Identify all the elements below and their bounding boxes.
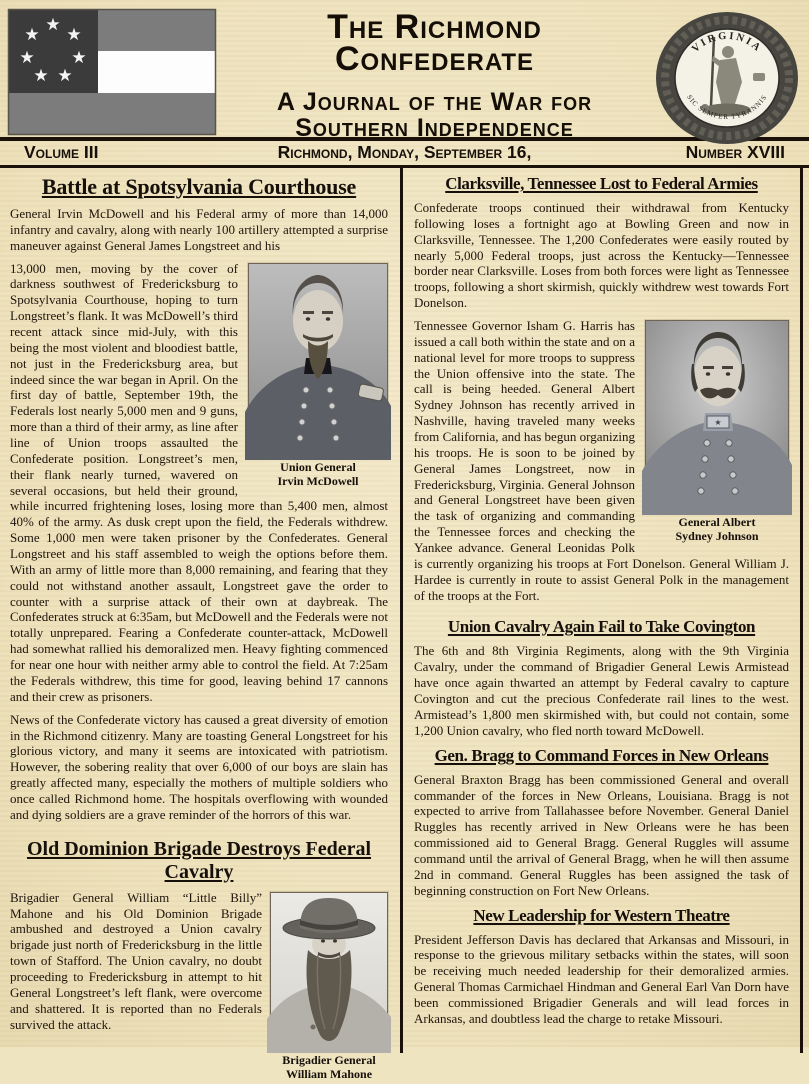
svg-text:★: ★ [71, 48, 87, 68]
title-line-1: The Richmond [327, 8, 542, 46]
virginia-seal-image [653, 9, 801, 147]
masthead [0, 0, 809, 141]
article-western-theatre [414, 906, 789, 1027]
article-paragraph: The 6th and 8th Virginia Regiments, along with the 9th Virginia Cavalry, under the command of Brigadier General Lewis Armistead have once again thwarted an attempt by Federal cavalry to capture Covington and cut the precious Confederate rail lines to the west. Armistead’s 1,800 men skirmished with, but could not contain, some 1,200 Union cavalry, who fled north toward McDowell. [414, 643, 789, 738]
left-column [0, 168, 400, 1082]
article-paragraph: 13,000 men, moving by the cover of darkness southwest of Fredericksburg to Spotsylvania Courthouse, hoping to turn Longstreet’s flank. It was McDowell’s third recent attack since mid-July, with this being the most violent and bloodiest battle, not just in the Fredericksburg area, but indeed since the war began in April. On the first day of battle, September 19th, the Federals lost nearly 5,000 men and 9 guns, more than a third of their army, as line after line of Union troops assaulted the Confederate position. Longstreet’s men, their flank nearly turned, wavered on several occasions, but held their ground, while incurred frightening loses, losing more than 5,400 men, almost 40% of the army. As dusk crept upon the field, the Federals withdrew. Some 1,000 men were taken prisoner by the Confederates. General Longstreet and his staff assembled to weigh the options before them. With an army of little more than 8,000 remaining, and fearing that they could not withstand another assault, Longstreet gave the order to counter with a surprise attack of their own at daybreak. The Confederates struck at 6:35am, but McDowell and the Federals were not totally unprepared. Fearing a Confederate counter-attack, McDowell had somewhat rallied his demoralized men. Heavy fighting commenced for near one hour with neither army able to control the field. At 7:25am the Federals withdrew, this time for good, leaving behind 17 cannons and their crew as prisoners. [10, 260, 388, 704]
issue-date-label: Richmond, Monday, September 16, [277, 142, 532, 162]
article-paragraph: General Irvin McDowell and his Federal army of more than 14,000 infantry and cavalry, along with nearly 100 artillery attempted a surprise maneuver against General James Longstreet and his [10, 206, 388, 253]
right-column [400, 168, 803, 1053]
subtitle-line-2: Southern Independence [295, 113, 574, 142]
johnson-photo-figure [645, 320, 789, 544]
headline-western-theatre: New Leadership for Western Theatre [473, 905, 730, 925]
newspaper-title [216, 8, 653, 79]
seal-top-text: VIRGINIA [690, 30, 764, 55]
newspaper-subtitle [216, 89, 653, 142]
article-paragraph: General Braxton Bragg has been commissioned General and overall commander of the forces in New Orleans, Louisiana. Bragg is not expected to arrive from Tallahassee before November. General Daniel Ruggles has recently arrived in New Orleans were he has been commissioned aid to General Bragg. General Ruggles will assume command until the arrival of General Bragg, when he will then assume 2nd in command. General Ruggles has been assigned the task of beginning construction on Fort New Orleans. [414, 771, 789, 898]
johnson-photo-caption: General Albert Sydney Johnson [675, 515, 759, 544]
headline-old-dominion: Old Dominion Brigade Destroys Federal Cavalry [26, 837, 372, 883]
article-paragraph: Tennessee Governor Isham G. Harris has issued a call both within the state and on a national level for more troops to suppress the Union offensive into the state. The call is being heeded. General Albert Sydney Johnson has recently arrived in Nashville, having traveled many weeks from California, and has begun organizing his troops. He is soon to be joined by General James Longstreet, now in Fredericksburg, Virginia. General Johnson and General Longstreet have been given the task of organizing and commanding the Tennessee forces and checking the Yankee advance. General Leonidas Polk is currently organizing his troops at Fort Donelson. General William J. Hardee is currently in route to assist General Polk in the management of the troops at the Fort. [414, 318, 789, 603]
mahone-portrait-photo [270, 892, 388, 1050]
article-covington [414, 617, 789, 738]
title-line-2: Confederate [334, 40, 535, 79]
svg-text:★: ★ [66, 25, 82, 45]
svg-text:★: ★ [19, 48, 35, 68]
masthead-title-block [216, 9, 653, 141]
confederate-flag [8, 9, 216, 140]
svg-text:★: ★ [24, 25, 40, 45]
dateline-bar [0, 141, 809, 168]
headline-clarksville: Clarksville, Tennessee Lost to Federal Armies [445, 174, 758, 193]
mcdowell-portrait-photo [248, 263, 388, 457]
headline-spotsylvania: Battle at Spotsylvania Courthouse [41, 174, 357, 199]
mcdowell-photo-figure [248, 263, 388, 489]
article-paragraph: Brigadier General William “Little Billy” Mahone and his Old Dominion Brigade ambushed and destroyed a Union cavalry brigade just north of Fredericksburg in the little town of Stafford. The Union cavalry, no doubt proceeding to Fredericksburg in attempt to hit General Longstreet’s left flank, were overcome and shattered. It is reported than no Federals survived the attack. [10, 889, 262, 1032]
article-paragraph: Confederate troops continued their withdrawal from Kentucky following loses a fortnight ago at Bowling Green and now in Clarksville, Tennessee. The 1,200 Confederates were easily routed by nearly 5,000 Federal troops, just across the Kentucky—Tennessee border near Clarksville. Loses from both forces were light as Tennessee troops, following a short skirmish, quickly withdrew west towards Fort Donelson. [414, 200, 789, 311]
svg-text:★: ★ [714, 418, 722, 428]
article-spotsylvania [10, 174, 388, 830]
johnson-portrait-photo [645, 320, 789, 512]
article-paragraph: President Jefferson Davis has declared that Arkansas and Missouri, in response to the grievous military setbacks within the states, will soon be receiving much needed leadership for their demoralized armies. General Thomas Carmichael Hindman and General Earl Van Dorn have been commissioned Brigadier Generals and will lead forces in Arkansas, and doubtless lead the charge to retake Missouri. [414, 931, 789, 1026]
subtitle-line-1: A Journal of the War for [276, 87, 593, 116]
mahone-photo-caption: Brigadier General William Mahone [282, 1052, 376, 1082]
svg-text:★: ★ [45, 15, 61, 35]
mahone-photo-figure [270, 892, 388, 1082]
svg-text:★: ★ [33, 66, 49, 86]
headline-bragg: Gen. Bragg to Command Forces in New Orleans [434, 745, 769, 765]
virginia-seal [653, 9, 801, 152]
article-bragg [414, 746, 789, 899]
svg-text:★: ★ [57, 66, 73, 86]
issue-number-label: Number XVIII [685, 142, 785, 162]
seal-motto-text: SIC SEMPER TYRANNIS [685, 93, 769, 122]
article-paragraph: News of the Confederate victory has caused a great diversity of emotion in the Richmond citizenry. Many are toasting General Longstreet for his glorious victory, and many it seems are intoxicated with patriotism. However, the sobering reality that over 6,000 of our boys are slain has greatly affected many, especially the mothers of multiple soldiers who once called Richmond home. The hospitals overflowing with wounded and dying soldiers are a grave reminder of the horrors of this war. [10, 711, 388, 822]
mcdowell-photo-caption: Union General Irvin McDowell [277, 459, 359, 488]
volume-label: Volume III [24, 142, 99, 162]
article-columns [0, 168, 809, 1082]
article-clarksville [414, 174, 789, 610]
confederate-flag-image [8, 9, 216, 135]
headline-covington: Union Cavalry Again Fail to Take Covington [447, 617, 756, 637]
article-old-dominion [10, 838, 388, 1084]
